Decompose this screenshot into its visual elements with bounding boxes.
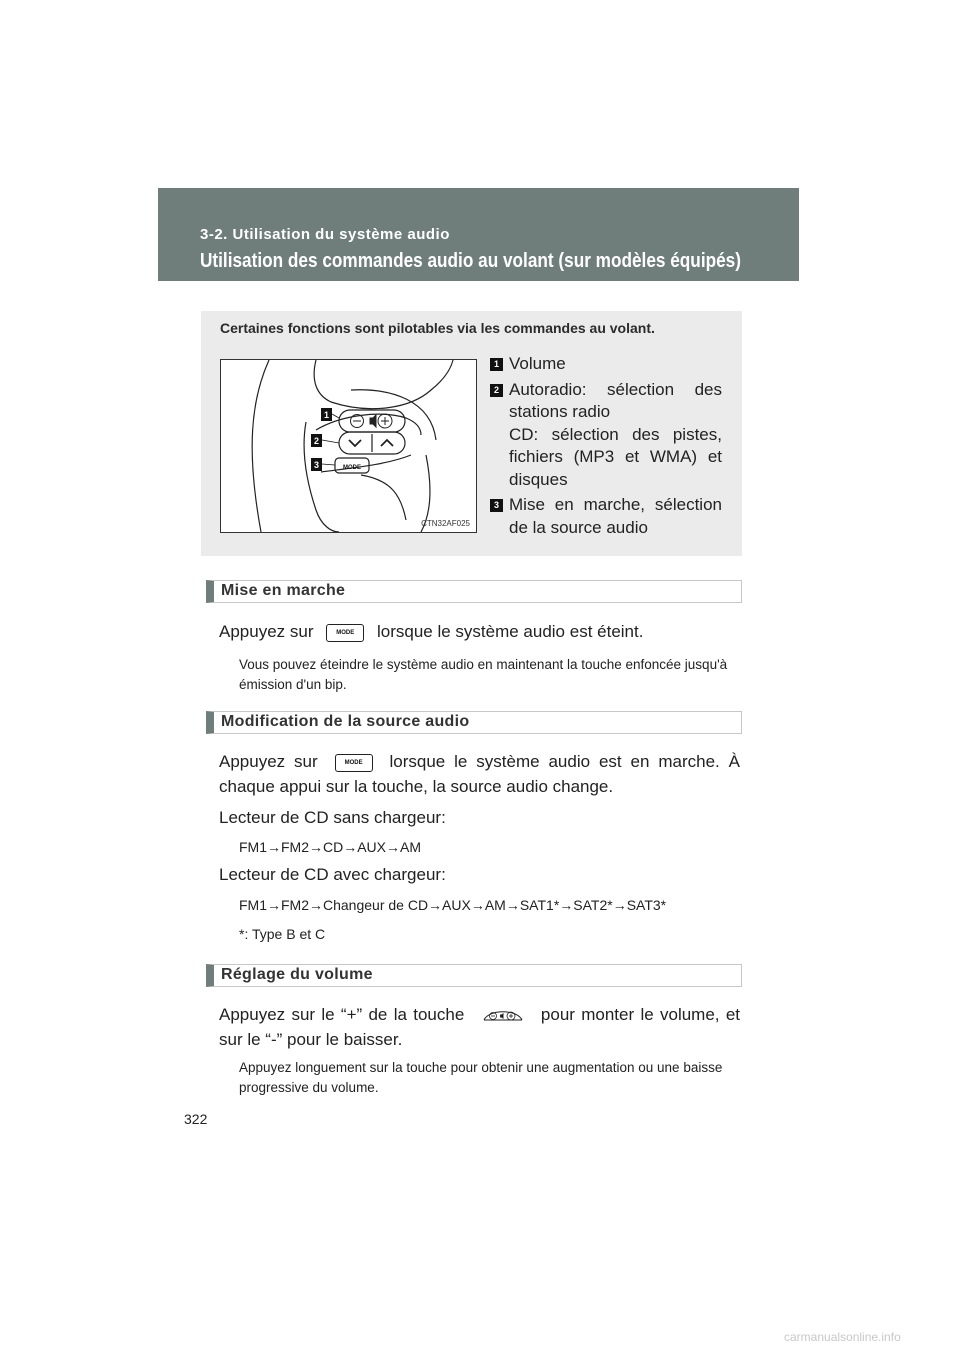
steering-wheel-figure	[220, 359, 477, 533]
section-heading-text: Modification de la source audio	[221, 713, 470, 730]
instruction-text: pour monter le volume, et sur le “-” pour le baisser.	[219, 1005, 740, 1049]
watermark: carmanualsonline.info	[784, 1330, 901, 1344]
section-heading-text: Réglage du volume	[221, 966, 373, 983]
callout-text-cd: CD: sélection des pistes, fichiers (MP3 et WMA) et disques	[509, 424, 722, 489]
callout-text: Mise en marche, sélection de la source audio	[509, 495, 722, 537]
svg-text:2: 2	[313, 436, 320, 446]
mode-button-icon: MODE	[326, 624, 364, 642]
instruction-text: Appuyez sur	[219, 622, 314, 641]
intro-text: Certaines fonctions sont pilotables via les commandes au volant.	[220, 320, 655, 336]
callout-list	[490, 353, 722, 542]
callout-text	[509, 379, 722, 492]
figure-code: CTN32AF025	[421, 519, 470, 528]
footnote: *: Type B et C	[239, 926, 326, 942]
callout-text: Volume	[509, 354, 566, 373]
section-heading-source	[206, 711, 742, 734]
instruction-text: lorsque le système audio est en marche. À chaque appui sur la touche, la source audio change.	[219, 752, 740, 796]
volume-button-icon	[481, 1006, 525, 1026]
callout-item	[490, 379, 722, 492]
without-changer-sequence: FM1→FM2→CD→AUX→AM	[239, 839, 422, 855]
section-heading-volume	[206, 964, 742, 987]
instruction-text: Appuyez sur le “+” de la touche	[219, 1005, 465, 1024]
callout-item	[490, 353, 722, 376]
without-changer-label: Lecteur de CD sans chargeur:	[219, 808, 446, 827]
page-title: Utilisation des commandes audio au volant (sur modèles équipés)	[200, 250, 741, 272]
source-instruction	[219, 749, 740, 799]
mode-button-icon: MODE	[335, 754, 373, 772]
svg-text:1: 1	[323, 410, 330, 420]
with-changer-label: Lecteur de CD avec chargeur:	[219, 865, 446, 884]
callout-number: 1	[490, 358, 503, 371]
power-on-instruction	[219, 619, 740, 644]
mode-button-label: MODE	[343, 465, 361, 471]
with-changer-sequence: FM1→FM2→Changeur de CD→AUX→AM→SAT1*→SAT2*→SAT3*	[239, 897, 667, 913]
callout-item	[490, 494, 722, 539]
volume-note: Appuyez longuement sur la touche pour obtenir une augmentation ou une baisse progressive du volume.	[239, 1060, 723, 1095]
svg-text:3: 3	[313, 460, 320, 470]
section-label: 3-2. Utilisation du système audio	[200, 226, 450, 243]
page-number: 322	[184, 1111, 208, 1127]
section-heading-text: Mise en marche	[221, 582, 346, 599]
callout-number: 3	[490, 499, 503, 512]
callout-number: 2	[490, 384, 503, 397]
power-on-note: Vous pouvez éteindre le système audio en maintenant la touche enfoncée jusqu'à émission d'un bip.	[239, 657, 728, 692]
volume-instruction	[219, 1002, 740, 1052]
instruction-text: Appuyez sur	[219, 752, 318, 771]
section-heading-power-on	[206, 580, 742, 603]
steering-wheel-illustration	[221, 360, 476, 532]
callout-text-radio: Autoradio: sélection des stations radio	[509, 379, 722, 421]
instruction-text: lorsque le système audio est éteint.	[376, 622, 644, 641]
